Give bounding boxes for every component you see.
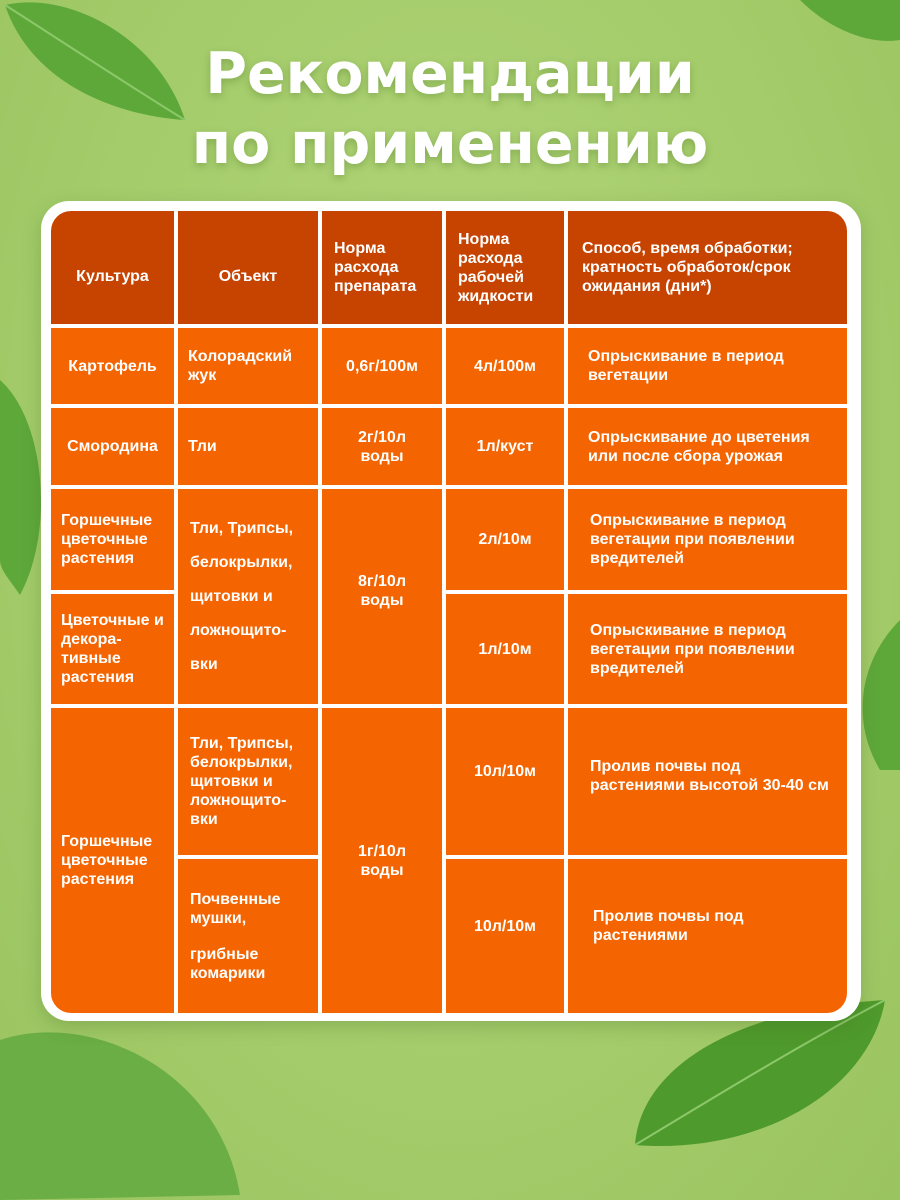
table-cell-method: Опрыскивание в период вегетации [568, 328, 847, 404]
table-cell-culture: Смородина [51, 408, 174, 485]
table-cell-object: Тли, Трипсы, белокрылки, щитовки и ложнощито-вки [178, 489, 318, 704]
header-liquid: Норма расхода рабочей жидкости [446, 211, 564, 324]
table-cell-dose: 2г/10л воды [322, 408, 442, 485]
table-cell-culture: Горшечные цветочные растения [51, 708, 174, 1013]
leaf-bottom-left-decoration [0, 1010, 250, 1200]
recommendations-table [51, 211, 847, 1013]
header-object: Объект [178, 211, 318, 324]
table-cell-dose: 1г/10л воды [322, 708, 442, 1013]
table-cell-method: Опрыскивание в период вегетации при появлении вредителей [568, 489, 847, 590]
table-cell-object: Почвенные мушки, грибные комарики [178, 859, 318, 1013]
table-cell-liquid: 10л/10м [446, 708, 564, 855]
table-cell-culture: Цветочные и декора-тивные растения [51, 594, 174, 704]
table-cell-method: Опрыскивание в период вегетации при появлении вредителей [568, 594, 847, 704]
header-method: Способ, время обработки; кратность обработок/срок ожидания (дни*) [568, 211, 847, 324]
header-culture: Культура [51, 211, 174, 324]
table-cell-dose: 8г/10л воды [322, 489, 442, 704]
leaf-top-right-decoration [790, 0, 900, 50]
table-cell-method: Пролив почвы под растениями высотой 30-40 см [568, 708, 847, 855]
header-dose: Норма расхода препарата [322, 211, 442, 324]
page-title-line-1: Рекомендации [205, 41, 695, 107]
table-cell-liquid: 2л/10м [446, 489, 564, 590]
table-cell-method: Опрыскивание до цветения или после сбора урожая [568, 408, 847, 485]
table-cell-liquid: 1л/куст [446, 408, 564, 485]
table-cell-culture: Картофель [51, 328, 174, 404]
table-cell-culture: Горшечные цветочные растения [51, 489, 174, 590]
table-cell-liquid: 4л/100м [446, 328, 564, 404]
page-title-line-2: по применению [191, 111, 709, 177]
table-cell-object: Тли [178, 408, 318, 485]
table-cell-dose: 0,6г/100м [322, 328, 442, 404]
table-cell-liquid: 1л/10м [446, 594, 564, 704]
table-cell-object: Колорадский жук [178, 328, 318, 404]
table-cell-method: Пролив почвы под растениями [568, 859, 847, 1013]
table-cell-liquid: 10л/10м [446, 859, 564, 1013]
table-cell-object: Тли, Трипсы, белокрылки, щитовки и ложнощито-вки [178, 708, 318, 855]
